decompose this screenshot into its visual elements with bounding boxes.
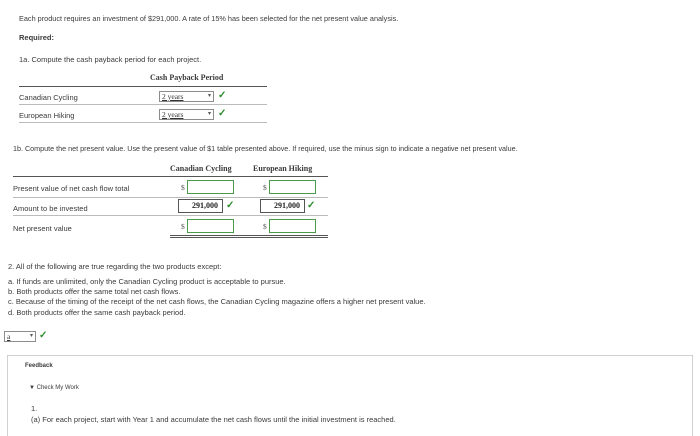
invested-european-value[interactable]: 291,000	[260, 199, 305, 213]
feedback-hint: (a) For each project, start with Year 1 and accumulate the net cash flows until the initial investment is reached.	[31, 415, 396, 424]
payback-european-select[interactable]	[159, 109, 214, 120]
table-rule	[170, 237, 328, 238]
table-rule	[13, 176, 328, 177]
table-rule	[19, 104, 267, 105]
q1b-prompt: 1b. Compute the net present value. Use the present value of $1 table presented above. If required, use the minus sign to indicate a negative net present value.	[13, 144, 518, 153]
feedback-step-number: 1.	[31, 404, 38, 413]
row-label-present-value: Present value of net cash flow total	[13, 184, 130, 193]
currency-symbol: $	[263, 222, 267, 231]
pv-european-input[interactable]	[269, 180, 316, 194]
currency-symbol: $	[181, 183, 185, 192]
table-rule	[170, 235, 328, 236]
chevron-down-icon: ▾	[207, 93, 211, 99]
payback-european-value: 2 years	[162, 110, 184, 119]
row-label-amount-invested: Amount to be invested	[13, 204, 88, 213]
check-icon: ✓	[39, 330, 48, 341]
feedback-panel	[7, 355, 693, 436]
table-rule	[19, 86, 267, 87]
q2-option-d: d. Both products offer the same cash payback period.	[8, 308, 186, 317]
payback-canadian-select[interactable]	[159, 91, 214, 102]
chevron-down-icon: ▾	[207, 111, 211, 117]
q1a-prompt: 1a. Compute the cash payback period for each project.	[19, 55, 202, 64]
check-icon: ✓	[307, 200, 316, 211]
q2-option-a: a. If funds are unlimited, only the Canadian Cycling product is acceptable to pursue.	[8, 277, 286, 286]
q2-answer-select[interactable]	[4, 331, 36, 342]
currency-symbol: $	[263, 183, 267, 192]
npv-european-input[interactable]	[269, 219, 316, 233]
payback-canadian-value: 2 years	[162, 92, 184, 101]
row-label-canadian: Canadian Cycling	[19, 93, 78, 102]
q2-prompt: 2. All of the following are true regarding the two products except:	[8, 262, 222, 271]
row-label-european: European Hiking	[19, 111, 75, 120]
check-icon: ✓	[226, 200, 235, 211]
cash-payback-header: Cash Payback Period	[150, 73, 224, 82]
chevron-down-icon: ▾	[29, 333, 33, 339]
pv-canadian-input[interactable]	[187, 180, 234, 194]
table-rule	[13, 197, 328, 198]
required-label: Required:	[19, 33, 55, 42]
col-header-canadian: Canadian Cycling	[170, 164, 232, 173]
col-header-european: European Hiking	[253, 164, 313, 173]
q2-answer-value: a	[7, 332, 11, 341]
q2-option-c: c. Because of the timing of the receipt of the net cash flows, the Canadian Cycling magazine offers a higher net present value.	[8, 297, 426, 306]
table-rule	[19, 122, 267, 123]
feedback-title: Feedback	[25, 363, 53, 369]
table-rule	[13, 215, 328, 216]
npv-canadian-input[interactable]	[187, 219, 234, 233]
check-my-work-toggle[interactable]: ▼ Check My Work	[29, 385, 79, 391]
q2-option-b: b. Both products offer the same total net cash flows.	[8, 287, 181, 296]
check-icon: ✓	[218, 108, 227, 119]
row-label-npv: Net present value	[13, 224, 72, 233]
currency-symbol: $	[181, 222, 185, 231]
problem-intro: Each product requires an investment of $291,000. A rate of 15% has been selected for the net present value analysis.	[19, 14, 399, 23]
invested-canadian-value[interactable]: 291,000	[178, 199, 223, 213]
check-icon: ✓	[218, 90, 227, 101]
